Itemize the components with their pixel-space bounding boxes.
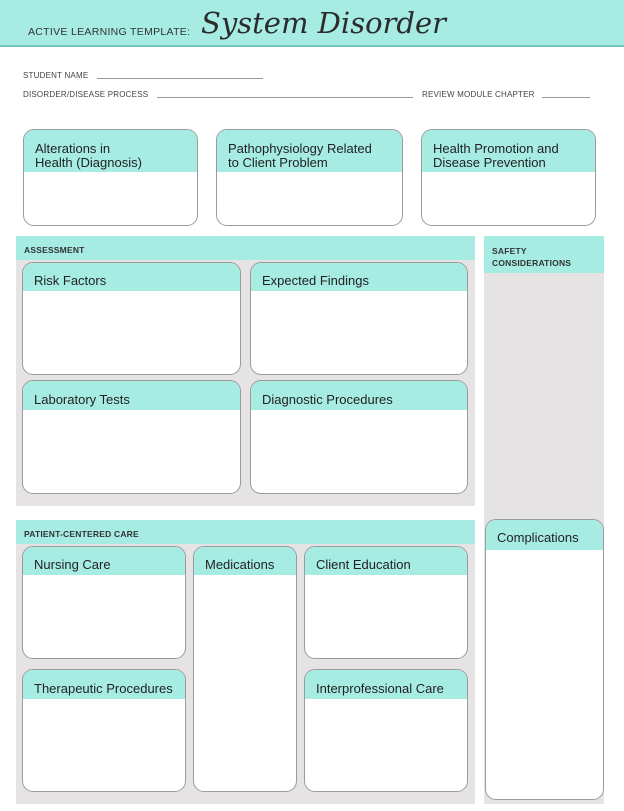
laboratory-tests-box[interactable]: [22, 380, 241, 494]
pathophysiology-label: Pathophysiology Related to Client Problem: [217, 130, 402, 172]
alterations-in-health-label: Alterations in Health (Diagnosis): [24, 130, 197, 172]
disorder-field[interactable]: [157, 97, 413, 98]
alterations-in-health-box[interactable]: [23, 129, 198, 226]
interprofessional-care-label: Interprofessional Care: [305, 670, 467, 699]
assessment-title: ASSESSMENT: [16, 236, 475, 260]
patient-centered-care-title: PATIENT-CENTERED CARE: [16, 520, 475, 544]
review-chapter-field[interactable]: [542, 97, 590, 98]
template-prefix: ACTIVE LEARNING TEMPLATE:: [28, 26, 191, 38]
client-education-box[interactable]: [304, 546, 468, 659]
therapeutic-procedures-label: Therapeutic Procedures: [23, 670, 185, 699]
pathophysiology-box[interactable]: [216, 129, 403, 226]
risk-factors-label: Risk Factors: [23, 263, 240, 291]
expected-findings-label: Expected Findings: [251, 263, 467, 291]
diagnostic-procedures-box[interactable]: [250, 380, 468, 494]
health-promotion-label: Health Promotion and Disease Prevention: [422, 130, 595, 172]
review-chapter-label: REVIEW MODULE CHAPTER: [422, 90, 535, 99]
expected-findings-box[interactable]: [250, 262, 468, 375]
safety-considerations-title: SAFETY CONSIDERATIONS: [484, 236, 604, 273]
nursing-care-box[interactable]: [22, 546, 186, 659]
diagnostic-procedures-label: Diagnostic Procedures: [251, 381, 467, 410]
therapeutic-procedures-box[interactable]: [22, 669, 186, 792]
nursing-care-label: Nursing Care: [23, 547, 185, 575]
page-title: System Disorder: [201, 6, 446, 40]
client-education-label: Client Education: [305, 547, 467, 575]
interprofessional-care-box[interactable]: [304, 669, 468, 792]
complications-label: Complications: [486, 520, 603, 550]
disorder-label: DISORDER/DISEASE PROCESS: [23, 90, 149, 99]
medications-label: Medications: [194, 547, 296, 575]
laboratory-tests-label: Laboratory Tests: [23, 381, 240, 410]
health-promotion-box[interactable]: [421, 129, 596, 226]
student-name-field[interactable]: [97, 78, 263, 79]
medications-box[interactable]: [193, 546, 297, 792]
student-name-label: STUDENT NAME: [23, 71, 89, 80]
complications-box[interactable]: [485, 519, 604, 800]
risk-factors-box[interactable]: [22, 262, 241, 375]
